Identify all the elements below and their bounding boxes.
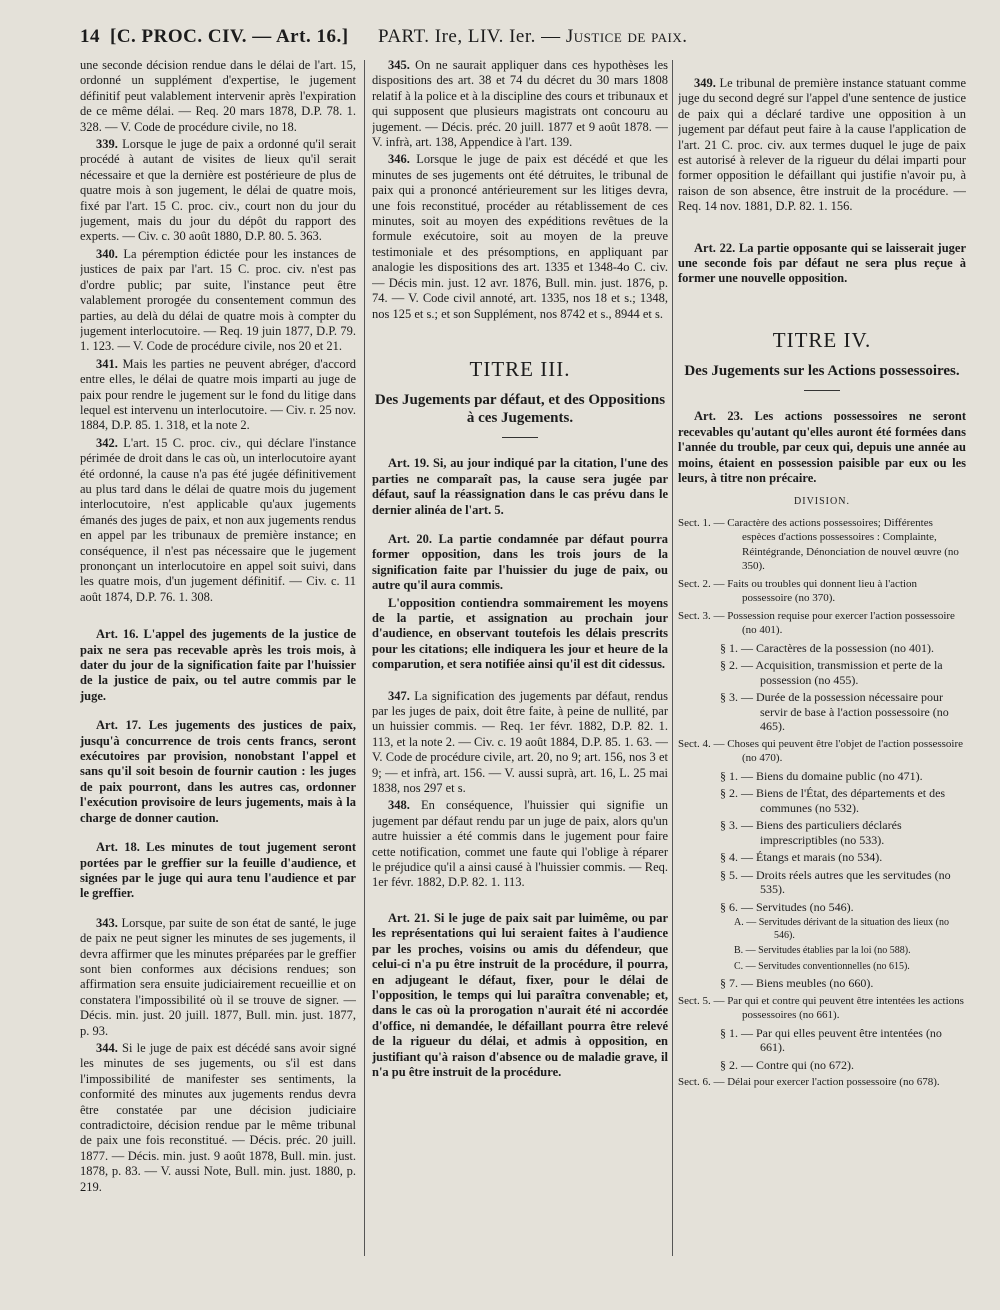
toc-subentry: § 1. — Biens du domaine public (no 471). [720, 768, 923, 783]
article-21: Art. 21. Si le juge de paix sait par luimême, ou par les représentations qui lui seraient faites à l'audience par les proches, voisins ou amis du défendeur, que celui-ci n'a pu être instruit de la procédure, il pourra, en adjugeant le défaut, fixer, pour le délai de l'opposition, le temps qui lui paraîtra convenable; et, dans le cas où la prorogation n'aurait été ni accordée d'office, ni demandée, le défaillant pourra être relevé de la rigueur du délai, et admis à opposition, en justifiant qu'à raison d'absence ou de maladie grave, il n'a pu être instruit de la procédure. [372, 910, 668, 1079]
note-349: 349. Le tribunal de première instance statuant comme juge du second degré sur l'appel d'une sentence de justice de paix qui a déclaré tardive une opposition à un jugement par défaut peut faire à la cause l'application de l'art. 21 C. proc. civ. aux termes duquel le juge de paix est autorisé à relever de la rigueur du délai imparti pour former opposition le défaillant qui justifie n'avoir pu, à raison de son absence, être instruit de la procédure. — Req. 14 nov. 1881, D.P. 82. 1. 156. [678, 76, 966, 214]
column-left [80, 58, 356, 1273]
header-part: PART. Ire, LIV. Ier. — [378, 26, 566, 47]
toc-subentry: § 2. — Contre qui (no 672). [720, 1057, 854, 1072]
toc-entry: Sect. 5. — Par qui et contre qui peuvent être intentées les actions possessoires (no 661). [678, 994, 964, 1022]
article-20-continued: L'opposition contiendra sommairement les moyens de la partie, et assignation au prochain jour d'audience, en observant toutefois les délais prescrits pour les citations; elle indiquera les jour et heure de la comparution, et sera notifiée ainsi qu'il est dit cidessus. [372, 595, 668, 672]
article-16: Art. 16. L'appel des jugements de la justice de paix ne sera pas recevable après les trois mois, à dater du jour de la signification faite par l'huissier de la justice de paix, ou tel autre commis par le juge. [80, 627, 356, 703]
article-22: Art. 22. La partie opposante qui se laisserait juger une seconde fois par défaut ne sera plus reçue à former une nouvelle opposition. [678, 240, 966, 286]
column-middle [372, 58, 668, 1273]
header-code-reference: [C. PROC. CIV. — Art. 16.] [110, 26, 349, 47]
header-section-title [378, 26, 687, 48]
note-342: 342. L'art. 15 C. proc. civ., qui déclare l'instance périmée de droit dans le cas où, un interlocutoire ayant été ordonné, la cause n'a pas été jugée définitivement au plus tard dans le délai de quatre mois du jugement interlocutoire, n'est applicable qu'aux jugements émanés des juges de paix, et non aux jugements rendus en appel par les tribunaux de première instance; en conséquence, il n'est pas nécessaire que le jugement prononçant un interlocutoire en appel soit suivi, dans les quatre mois, d'un jugement définitif. — Civ. c. 11 août 1874, D.P. 76. 1. 308. [80, 435, 356, 604]
title-iii-heading: TITRE III. [469, 356, 571, 381]
toc-subentry: § 5. — Droits réels autres que les servitudes (no 535). [720, 867, 951, 897]
title-iv-heading: TITRE IV. [772, 327, 872, 352]
note-344: 344. Si le juge de paix est décédé sans avoir signé les minutes de ses jugements, ou s'il est dans l'impossibilité de manifester ses sentiments, la conformité des minutes aux jugements rendus devra être constatée par une décision judiciaire contradictoire, décision rendue par le même tribunal de paix une fois reconstitué. — Décis. préc. 20 juill. 1877. — Décis. min. just. 9 août 1878, Bull. min. just. 1878, p. 83. — V. aussi Note, Bull. min. just. 1880, p. 219. [80, 1040, 356, 1194]
note-347: 347. La signification des jugements par défaut, rendus par les juges de paix, doit être faite, à peine de nullité, par un huissier commis. — Req. 1er févr. 1882, D.P. 82. 1. 113, et la note 2. — Civ. c. 19 août 1884, D.P. 85. 1. 63. — V. Code de procédure civile, art. 20, no 9; art. 156, nos 3 et 9; — et infrà, art. 156. — V. aussi suprà, art. 16, L. 25 mai 1838, nos 297 et s. [372, 688, 668, 796]
toc-subentry: § 2. — Biens de l'État, des départements et des communes (no 532). [720, 786, 946, 815]
header-subject: Justice de paix. [565, 26, 688, 47]
section-rule [804, 390, 840, 391]
toc-subentry: § 4. — Étangs et marais (no 534). [720, 850, 883, 865]
table-of-contents [678, 516, 966, 1090]
division-heading: DIVISION. [794, 496, 850, 508]
toc-entry: Sect. 3. — Possession requise pour exercer l'action possessoire (no 401). [678, 609, 955, 637]
note-345: 345. On ne saurait appliquer dans ces hypothèses les dispositions des art. 38 et 74 du décret du 30 mars 1808 relatif à la police et à la discipline des cours et tribunaux et qui supposent que plusieurs magistrats ont concouru au jugement. — Décis. préc. 20 juill. 1877 et 9 août 1878. — V. infrà, art. 138, Appendice à l'art. 139. [372, 58, 668, 150]
toc-subsubentry: B. — Servitudes établies par la loi (no 588). [734, 945, 911, 957]
toc-entry: Sect. 6. — Délai pour exercer l'action possessoire (no 678). [678, 1076, 940, 1089]
title-iv-subtitle: Des Jugements sur les Actions possessoires. [684, 363, 960, 380]
toc-subentry: § 3. — Biens des particuliers déclarés imprescriptibles (no 533). [720, 818, 902, 847]
paragraph-continued: une seconde décision rendue dans le délai de l'art. 15, ordonné un supplément d'expertise, le jugement définitif peut valablement intervenir après l'expiration de ce même délai. — Req. 20 mars 1878, D.P. 78. 1. 328. — V. Code de procédure civile, no 18. [80, 58, 356, 134]
title-iii-subtitle: Des Jugements par défaut, et des Oppositions à ces Jugements. [374, 392, 666, 427]
column-divider-right [672, 60, 673, 1256]
toc-entry: Sect. 2. — Faits ou troubles qui donnent lieu à l'action possessoire (no 370). [678, 577, 918, 605]
toc-entry: Sect. 4. — Choses qui peuvent être l'objet de l'action possessoire (no 470). [678, 737, 964, 765]
toc-subentry: § 3. — Durée de la possession nécessaire pour servir de base à l'action possessoire (no 465). [720, 690, 949, 734]
article-20: Art. 20. La partie condamnée par défaut pourra former opposition, dans les trois jours de la signification faite par l'huissier du juge de paix, ou autre qu'il aura commis. [372, 531, 668, 593]
article-19: Art. 19. Si, au jour indiqué par la citation, l'une des parties ne comparaît pas, la cause sera jugée par défaut, sauf la réassignation dans le cas prévu dans le dernier alinéa de l'art. 5. [372, 456, 668, 517]
running-header [80, 22, 960, 52]
toc-subsubentry: C. — Servitudes conventionnelles (no 615). [734, 960, 910, 972]
column-right [678, 58, 966, 1273]
note-341: 341. Mais les parties ne peuvent abréger, d'accord entre elles, le délai de quatre mois imparti au juge de paix pour rendre le jugement sur le fond du litige dans lequel est intervenu un interlocutoire. — Civ. r. 25 nov. 1884, D.P. 85. 1. 318, et la note 2. [80, 356, 356, 433]
toc-subsubentry: A. — Servitudes dérivant de la situation des lieux (no 546). [734, 917, 949, 941]
section-rule [502, 437, 538, 438]
toc-subentry: § 7. — Biens meubles (no 660). [720, 976, 874, 991]
note-346: 346. Lorsque le juge de paix est décédé et que les minutes de ses jugements ont été détruites, le tribunal de paix qui a prononcé antérieurement sur les litiges devra, une fois reconstitué, procéder au rétablissement de ces minutes, soit au moyen des expéditions revêtues de la formule exécutoire, soit au moyen de la preuve testimoniale et des présomptions, en appliquant par analogie les dispositions des art. 1335 et 1348-4o C. civ. — Décis min. just. 12 avr. 1876, Bull. min. just. 1876, p. 74. — V. Code civil annoté, art. 1335, nos 18 et s.; 1348, nos 125 et s.; et son Supplément, nos 8742 et s., 8944 et s. [372, 152, 668, 321]
toc-subentry: § 1. — Par qui elles peuvent être intentées (no 661). [720, 1025, 942, 1055]
toc-subentry: § 1. — Caractères de la possession (no 401). [720, 640, 934, 655]
column-divider-left [364, 60, 365, 1256]
toc-entry: Sect. 1. — Caractère des actions possessoires; Différentes espèces d'actions possessoires : Complainte, Réintégrande, Dénonciation de nouvel œuvre (no 350). [678, 516, 959, 573]
article-17: Art. 17. Les jugements des justices de paix, jusqu'à concurrence de trois cents francs, seront exécutoires par provision, nonobstant l'appel et sans qu'il soit besoin de fournir caution : les juges de paix pourront, dans les autres cas, ordonner l'exécution provisoire de leurs jugements, mais à la charge de donner caution. [80, 718, 356, 825]
note-339: 339. Lorsque le juge de paix a ordonné qu'il serait procédé à autant de visites de lieux qu'il serait nécessaire et que la dernière est postérieure de plus de quatre mois à son jugement, le délai de quatre mois, fixé par l'art. 15 C. proc. civ., court non du jour du jugement, mais du jour du dépôt du rapport des experts. — Civ. c. 30 août 1880, D.P. 80. 5. 363. [80, 137, 356, 244]
article-18: Art. 18. Les minutes de tout jugement seront portées par le greffier sur la feuille d'audience, et signées par le juge qui aura tenu l'audience et par le greffier. [80, 840, 356, 901]
page-number: 14 [80, 26, 100, 47]
note-340: 340. La péremption édictée pour les instances de justices de paix par l'art. 15 C. proc. civ. n'est pas d'ordre public; par suite, l'instance peut être valablement prorogée du consentement commun des parties, au delà du délai de quatre mois à compter du jugement interlocutoire. — Req. 19 juin 1877, D.P. 79. 1. 123. — V. Code de procédure civile, nos 20 et 21. [80, 246, 356, 354]
note-348: 348. En conséquence, l'huissier qui signifie un jugement par défaut rendu par un juge de paix, alors qu'un autre huissier a été commis dans le jugement pour faire cette notification, commet une faute qui l'oblige à réparer le préjudice qu'il a ainsi causé à l'huissier commis. — Req. 1er févr. 1882, D.P. 82. 1. 113. [372, 798, 668, 890]
toc-subentry: § 6. — Servitudes (no 546). [720, 899, 854, 914]
article-23: Art. 23. Les actions possessoires ne seront recevables qu'autant qu'elles auront été formées dans l'année du trouble, par ceux qui, depuis une année au moins, étaient en possession paisible par eux ou les leurs, à titre non précaire. [678, 409, 966, 485]
note-343: 343. Lorsque, par suite de son état de santé, le juge de paix ne peut signer les minutes de ses jugements, il devra affirmer que les minutes préparées par le greffier sont bien conformes aux décisions rendues; son affirmation sera ensuite judiciairement recueillie et on constatera l'impossibilité où il se trouve de signer. — Décis. min. just. 20 juill. 1877, Bull. min. just. 1877, p. 93. [80, 915, 356, 1038]
toc-subentry: § 2. — Acquisition, transmission et perte de la possession (no 455). [720, 658, 943, 687]
